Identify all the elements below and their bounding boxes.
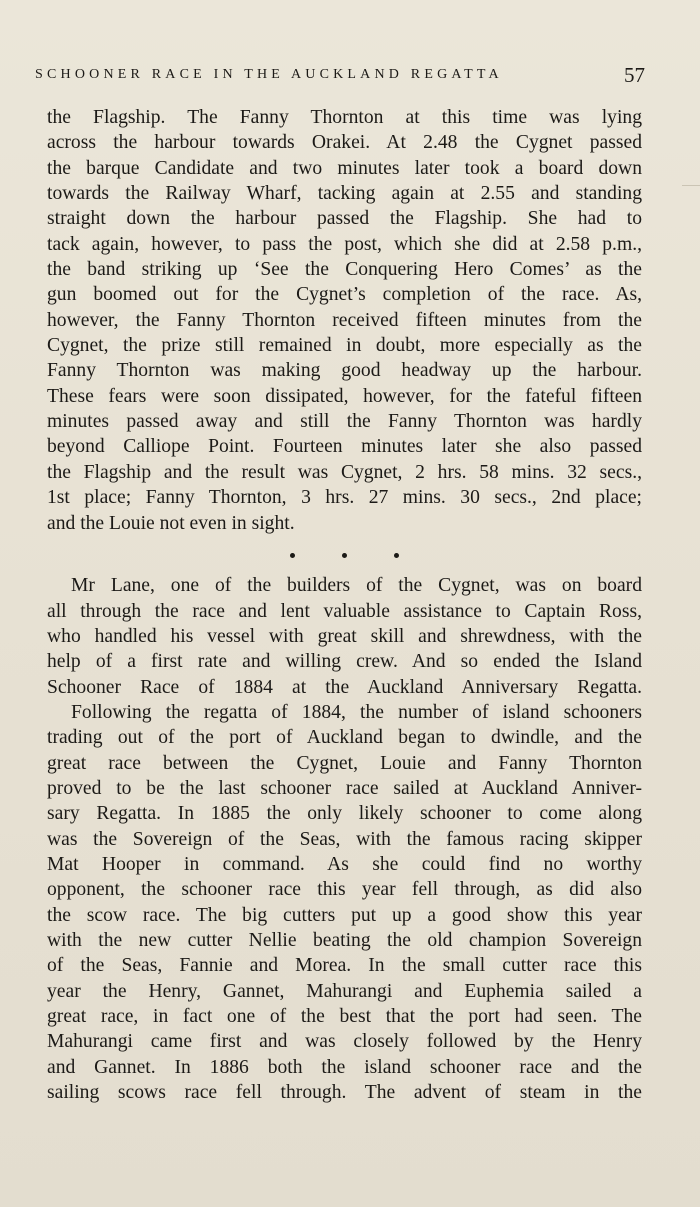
text-line: Fanny Thornton was making good headway up the harbour.: [47, 360, 642, 382]
text-line: Schooner Race of 1884 at the Auckland Anniversary Regatta.: [47, 676, 642, 698]
section-break: [47, 542, 642, 567]
text-line: the Flagship. The Fanny Thornton at this time was lying: [47, 107, 642, 128]
page-header: [35, 64, 645, 88]
text-line: Mr Lane, one of the builders of the Cygnet, was on board: [71, 575, 642, 597]
text-line: of the Seas, Fannie and Morea. In the small cutter race this: [47, 955, 642, 977]
margin-mark: [682, 185, 700, 186]
text-line: and Gannet. In 1886 both the island schooner race and the: [47, 1056, 642, 1078]
text-line: across the harbour towards Orakei. At 2.48 the Cygnet passed: [47, 132, 642, 154]
text-line: the barque Candidate and two minutes later took a board down: [47, 157, 642, 179]
text-line: straight down the harbour passed the Flagship. She had to: [47, 208, 642, 230]
text-line: the band striking up ‘See the Conquering Hero Comes’ as the: [47, 259, 642, 281]
text-line: 1st place; Fanny Thornton, 3 hrs. 27 mins. 30 secs., 2nd place;: [47, 487, 642, 509]
text-line: year the Henry, Gannet, Mahurangi and Euphemia sailed a: [47, 980, 642, 1002]
paragraph-3: [47, 700, 642, 1106]
text-line: who handled his vessel with great skill and shrewdness, with the: [47, 625, 642, 647]
text-line: and the Louie not even in sight.: [47, 512, 295, 534]
text-line: gun boomed out for the Cygnet’s completion of the race. As,: [47, 284, 642, 306]
text-line: towards the Railway Wharf, tacking again at 2.55 and standing: [47, 183, 642, 205]
section-break-dot: [290, 553, 295, 558]
text-line: great race, in fact one of the best that the port had seen. The: [47, 1006, 642, 1028]
text-line: beyond Calliope Point. Fourteen minutes later she also passed: [47, 436, 642, 458]
text-line: was the Sovereign of the Seas, with the famous racing skipper: [47, 828, 642, 850]
text-line: the scow race. The big cutters put up a good show this year: [47, 904, 642, 926]
text-line: trading out of the port of Auckland began to dwindle, and the: [47, 727, 642, 749]
text-line: minutes passed away and still the Fanny Thornton was hardly: [47, 411, 642, 433]
page-number: 57: [624, 63, 645, 87]
text-line: Mat Hooper in command. As she could find no worthy: [47, 853, 642, 875]
text-line: help of a first rate and willing crew. And so ended the Island: [47, 651, 642, 673]
text-line: Cygnet, the prize still remained in doubt, more especially as the: [47, 335, 642, 357]
paragraph-2: [47, 573, 642, 700]
section-break-dot: [394, 553, 399, 558]
text-line: tack again, however, to pass the post, which she did at 2.58 p.m.,: [47, 233, 642, 255]
text-line: however, the Fanny Thornton received fifteen minutes from the: [47, 309, 642, 331]
text-line: Mahurangi came first and was closely followed by the Henry: [47, 1031, 642, 1053]
body-text: [47, 105, 642, 1105]
section-break-dot: [342, 553, 347, 558]
text-line: great race between the Cygnet, Louie and Fanny Thornton: [47, 752, 642, 774]
text-line: Following the regatta of 1884, the number of island schooners: [71, 701, 642, 723]
text-line: opponent, the schooner race this year fell through, as did also: [47, 879, 642, 901]
text-line: These fears were soon dissipated, however, for the fateful fifteen: [47, 385, 642, 407]
running-head: SCHOONER RACE IN THE AUCKLAND REGATTA: [35, 67, 503, 82]
paragraph-1: [47, 105, 642, 536]
text-line: with the new cutter Nellie beating the old champion Sovereign: [47, 930, 642, 951]
text-line: the Flagship and the result was Cygnet, 2 hrs. 58 mins. 32 secs.,: [47, 461, 642, 483]
text-line: sary Regatta. In 1885 the only likely schooner to come along: [47, 803, 642, 825]
text-line: proved to be the last schooner race sailed at Auckland Anniver-: [47, 777, 642, 799]
text-line: sailing scows race fell through. The advent of steam in the: [47, 1082, 642, 1104]
text-line: all through the race and lent valuable assistance to Captain Ross,: [47, 600, 642, 622]
